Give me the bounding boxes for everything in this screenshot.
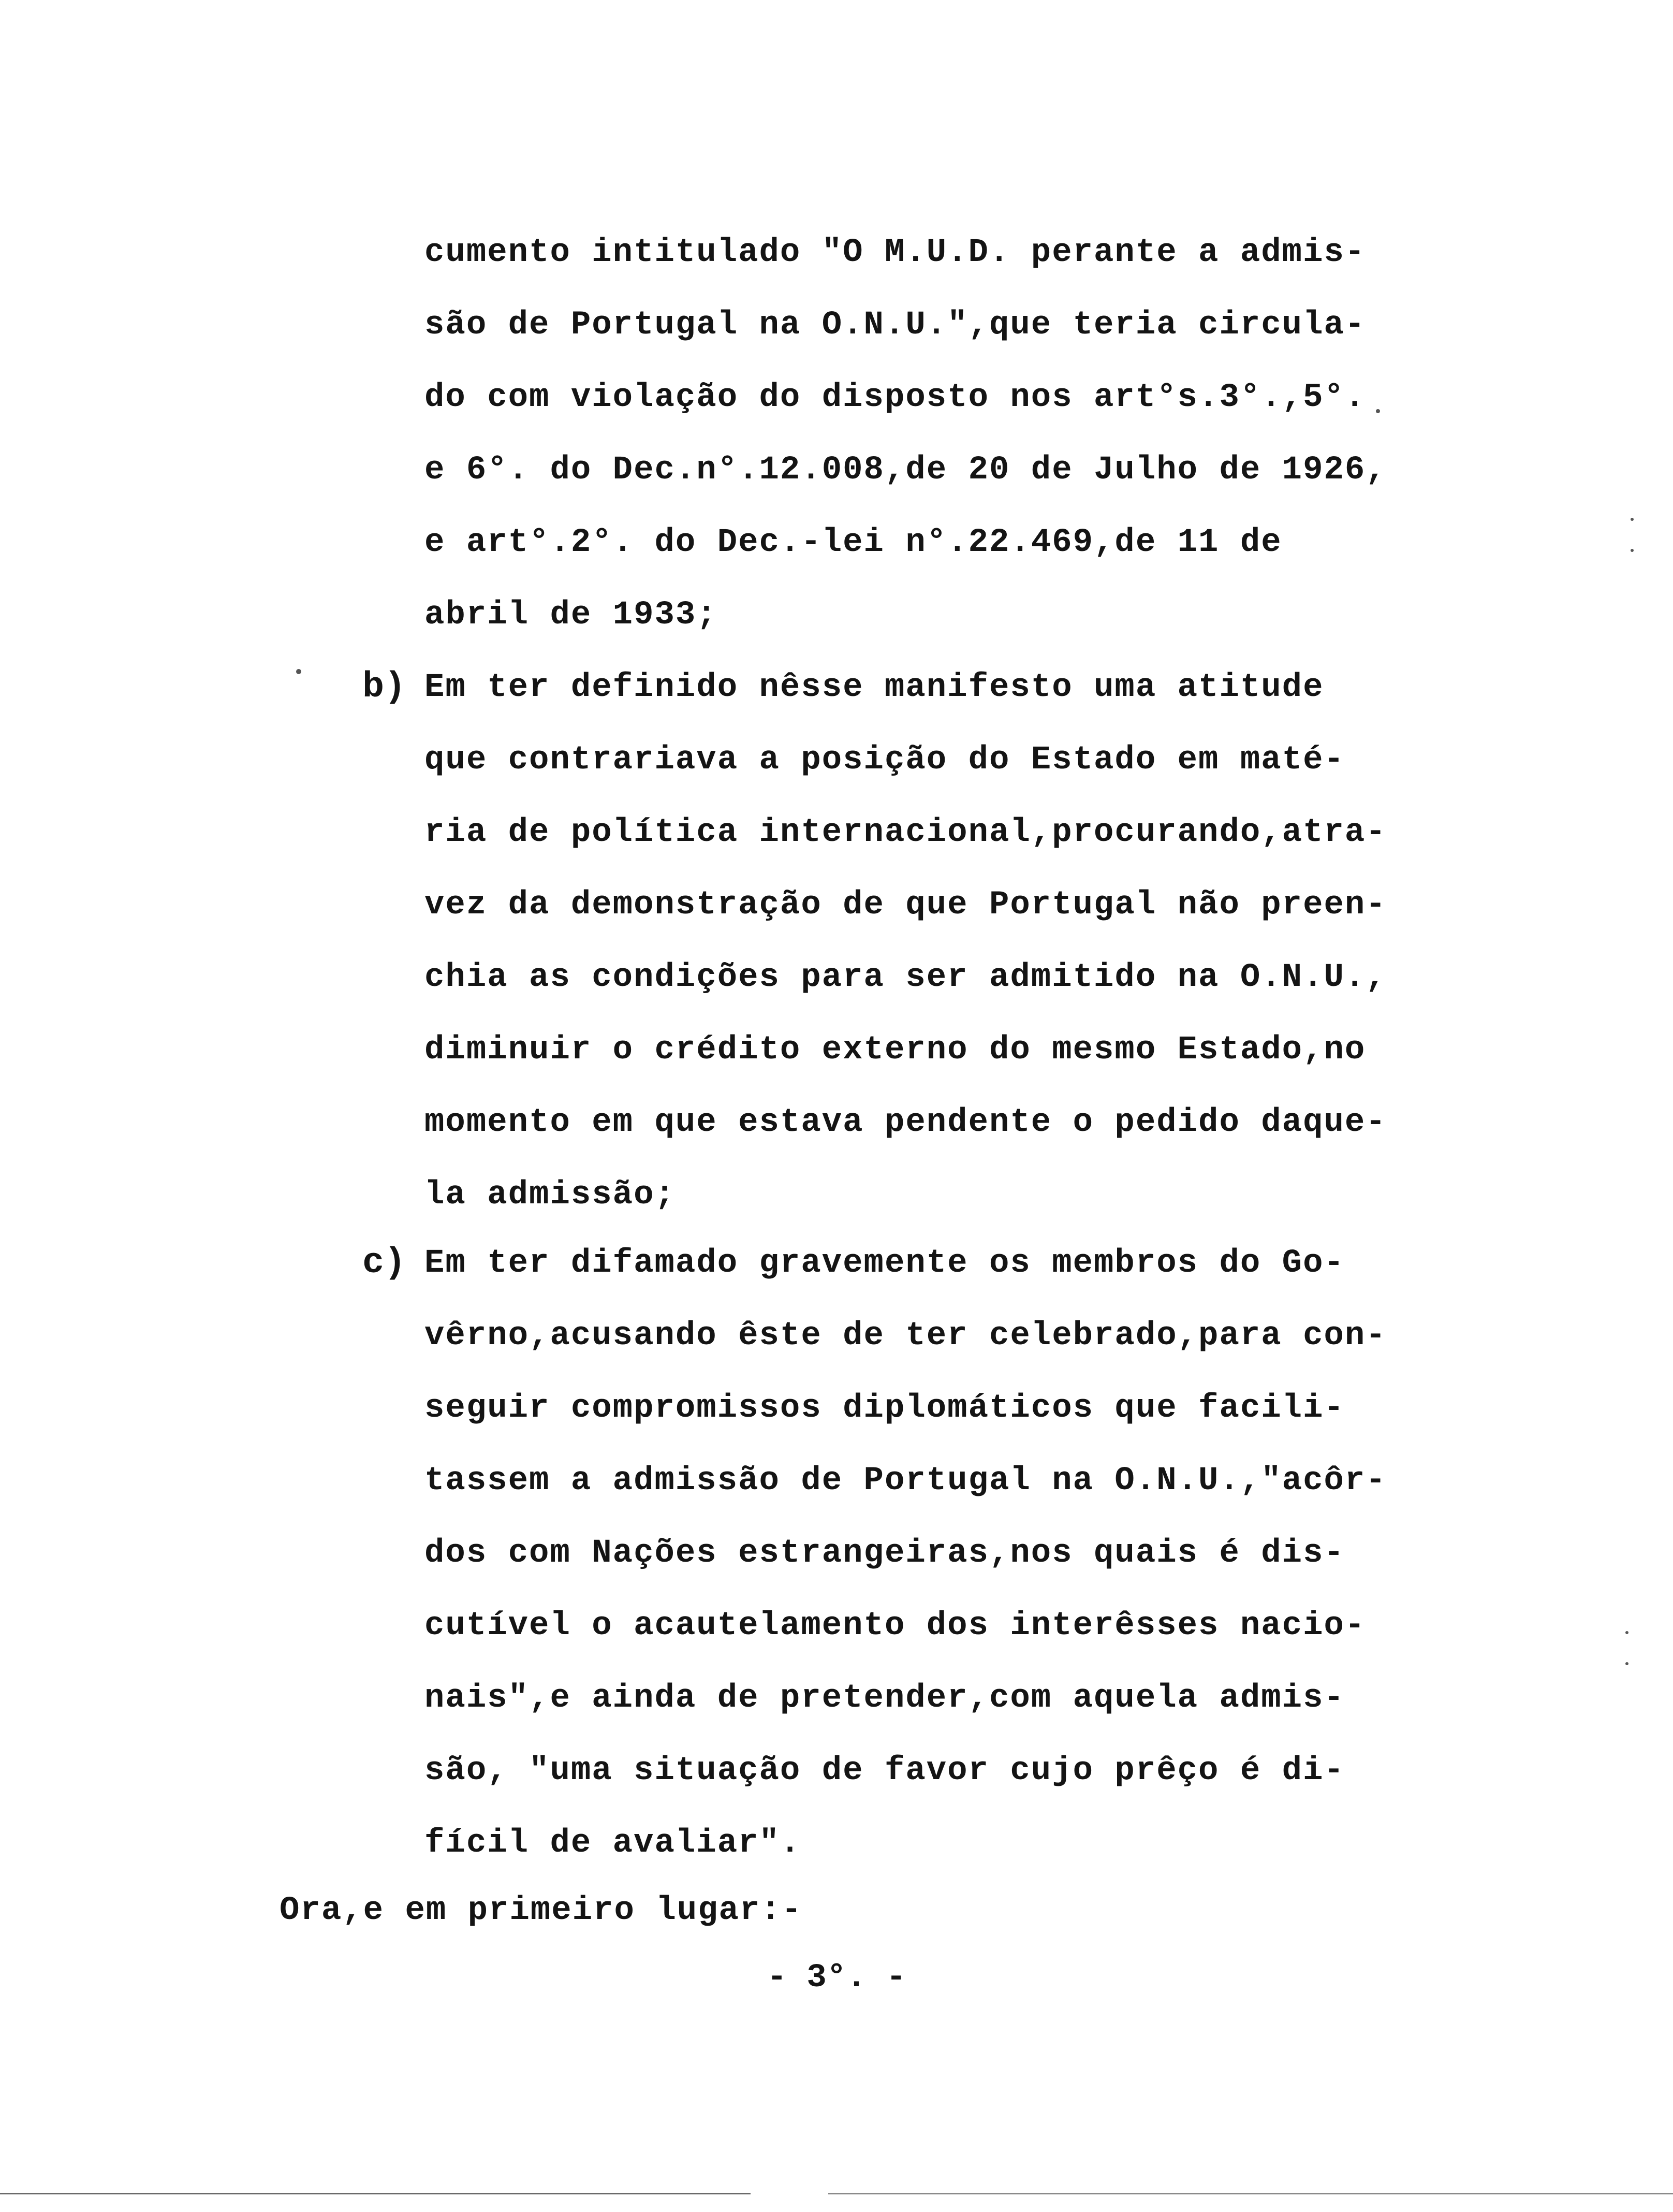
text-line: seguir compromissos diplomáticos que facili- — [424, 1390, 1345, 1427]
text-line: chia as condições para ser admitido na O.N.U., — [424, 959, 1387, 996]
text-line: e art°.2°. do Dec.-lei n°.22.469,de 11 de — [424, 524, 1282, 561]
text-line: são, "uma situação de favor cujo prêço é di- — [424, 1752, 1345, 1789]
scan-speck — [1625, 1662, 1628, 1665]
scan-edge-line — [0, 2193, 751, 2194]
text-line: momento em que estava pendente o pedido daque- — [424, 1104, 1387, 1141]
text-line: ria de política internacional,procurando,atra- — [424, 814, 1387, 851]
text-line: la admissão; — [424, 1176, 676, 1214]
text-line: dos com Nações estrangeiras,nos quais é dis- — [424, 1535, 1345, 1572]
text-line: fícil de avaliar". — [424, 1825, 801, 1862]
text-line: diminuir o crédito externo do mesmo Estado,no — [424, 1031, 1366, 1069]
scan-speck — [1631, 549, 1634, 552]
text-line: vez da demonstração de que Portugal não preen- — [424, 886, 1387, 924]
scan-edge-line — [828, 2193, 1673, 2194]
item-marker-c: c) — [362, 1243, 406, 1284]
text-line: nais",e ainda de pretender,com aquela admis- — [424, 1680, 1345, 1717]
scan-speck — [296, 669, 301, 674]
page-number: - 3°. - — [767, 1959, 906, 1997]
scan-speck — [1631, 518, 1634, 521]
item-marker-b: b) — [362, 667, 406, 708]
text-line: que contrariava a posição do Estado em maté- — [424, 741, 1345, 779]
text-line: e 6°. do Dec.n°.12.008,de 20 de Julho de 1926, — [424, 452, 1387, 489]
text-line: cutível o acautelamento dos interêsses nacio- — [424, 1607, 1366, 1645]
text-line: do com violação do disposto nos art°s.3°.,5°. — [424, 379, 1366, 416]
scan-speck — [1625, 1631, 1628, 1634]
text-line: abril de 1933; — [424, 596, 717, 634]
text-line: Em ter definido nêsse manifesto uma atitude — [424, 669, 1324, 706]
text-line: cumento intitulado "O M.U.D. perante a admis- — [424, 234, 1366, 271]
text-line: Em ter difamado gravemente os membros do Go- — [424, 1245, 1345, 1282]
text-line: tassem a admissão de Portugal na O.N.U.,"acôr- — [424, 1462, 1387, 1500]
scan-speck — [1376, 409, 1380, 413]
text-line: vêrno,acusando êste de ter celebrado,para con- — [424, 1317, 1387, 1355]
text-line: são de Portugal na O.N.U.",que teria circula- — [424, 307, 1366, 344]
closing-line: Ora,e em primeiro lugar:- — [280, 1892, 803, 1929]
